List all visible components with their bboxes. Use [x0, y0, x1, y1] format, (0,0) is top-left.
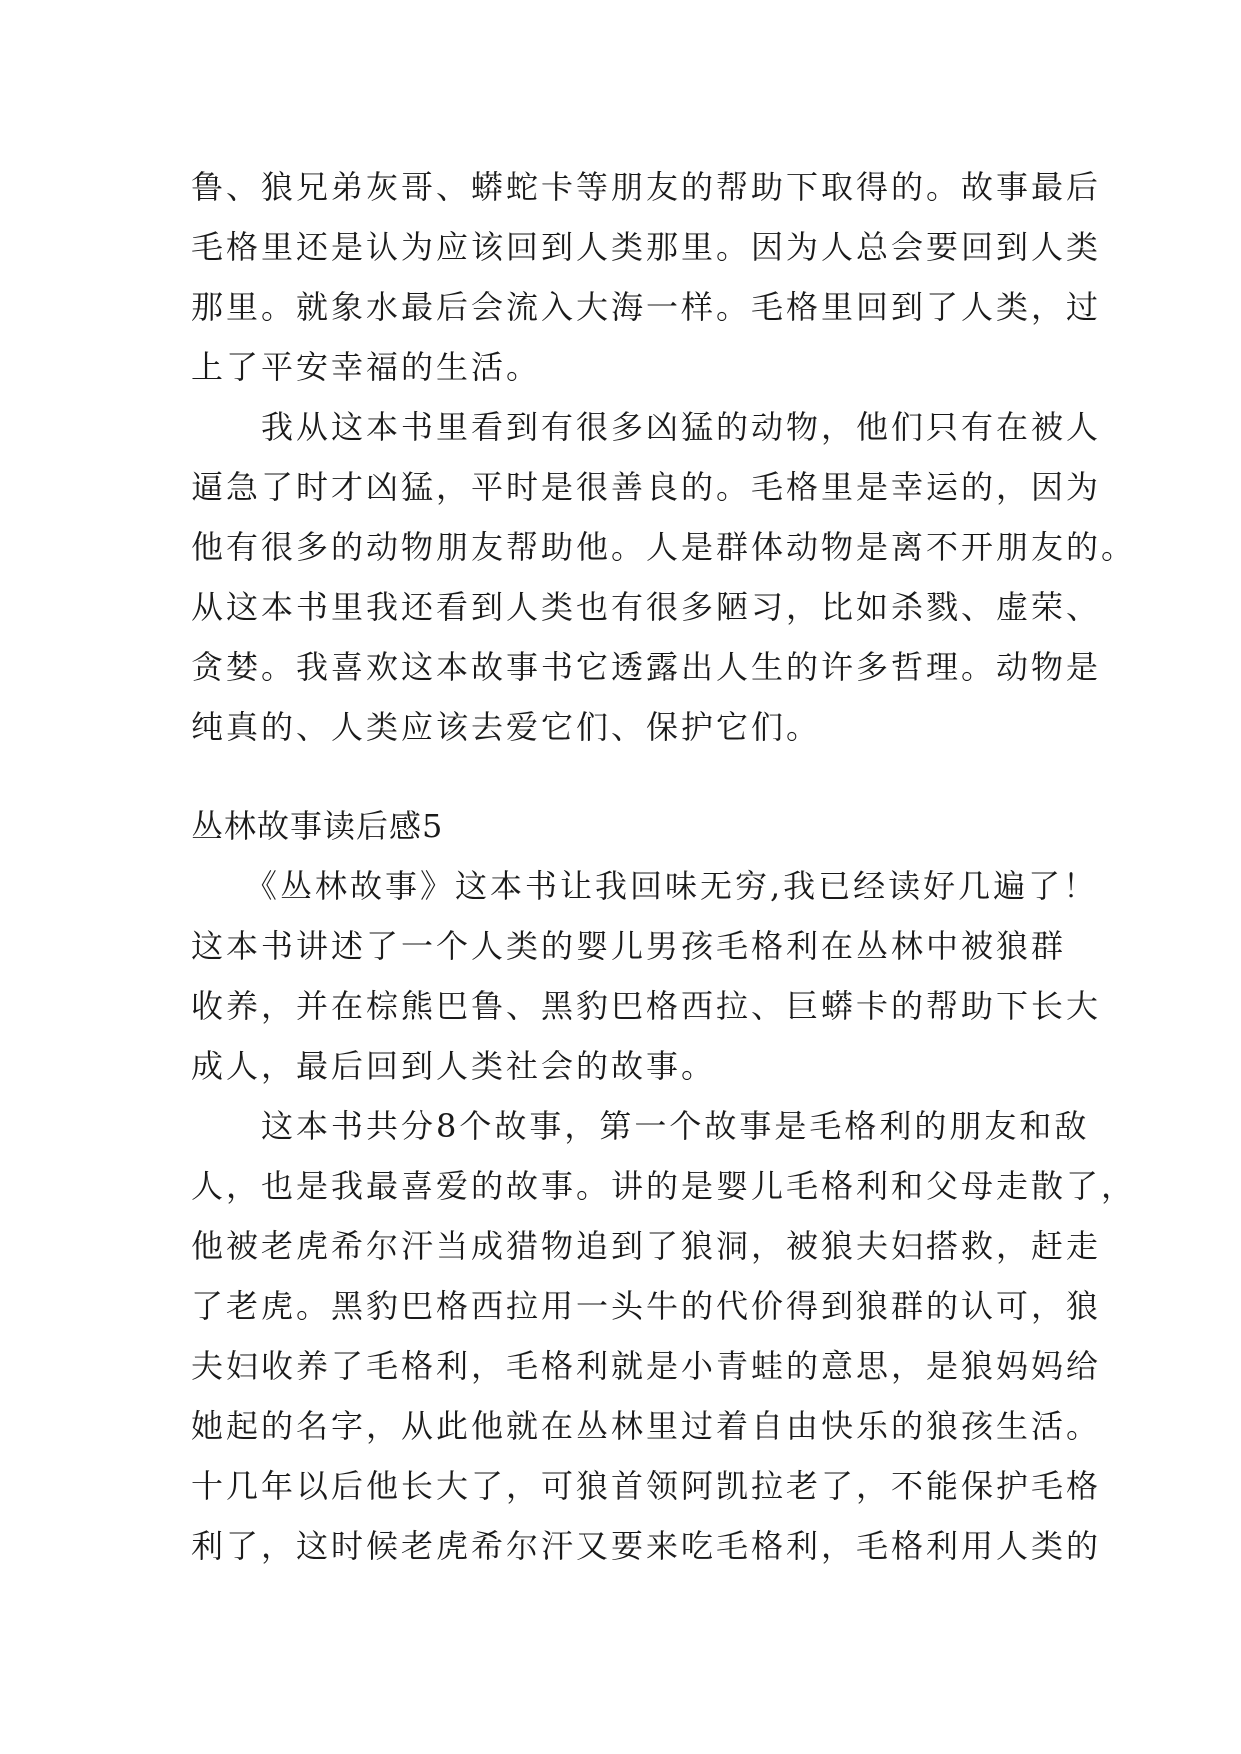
paragraph-line: 上了平安幸福的生活。: [191, 348, 542, 386]
paragraph-line: 她起的名字，从此他就在丛林里过着自由快乐的狼孩生活。: [191, 1407, 1102, 1445]
section-heading: 丛林故事读后感5: [191, 807, 444, 845]
paragraph-line: 成人，最后回到人类社会的故事。: [191, 1047, 717, 1085]
paragraph-line: 收养，并在棕熊巴鲁、黑豹巴格西拉、巨蟒卡的帮助下长大: [191, 987, 1102, 1025]
paragraph-line: 那里。就象水最后会流入大海一样。毛格里回到了人类，过: [191, 288, 1102, 326]
paragraph-line: 夫妇收养了毛格利，毛格利就是小青蛙的意思，是狼妈妈给: [191, 1347, 1102, 1385]
paragraph-line: 了老虎。黑豹巴格西拉用一头牛的代价得到狼群的认可，狼: [191, 1287, 1102, 1325]
paragraph-line: 纯真的、人类应该去爱它们、保护它们。: [191, 708, 822, 746]
paragraph-line: 利了，这时候老虎希尔汗又要来吃毛格利，毛格利用人类的: [191, 1527, 1102, 1565]
paragraph-line: 贪婪。我喜欢这本故事书它透露出人生的许多哲理。动物是: [191, 648, 1102, 686]
paragraph-line: 逼急了时才凶猛，平时是很善良的。毛格里是幸运的，因为: [191, 468, 1102, 506]
paragraph-line: 我从这本书里看到有很多凶猛的动物，他们只有在被人: [191, 408, 1102, 446]
paragraph-line: 鲁、狼兄弟灰哥、蟒蛇卡等朋友的帮助下取得的。故事最后: [191, 168, 1102, 206]
paragraph-line: 人，也是我最喜爱的故事。讲的是婴儿毛格利和父母走散了，: [191, 1167, 1137, 1205]
paragraph-line: 《丛林故事》这本书让我回味无穷,我已经读好几遍了！: [191, 867, 1099, 905]
paragraph-line: 这本书共分8个故事，第一个故事是毛格利的朋友和敌: [191, 1107, 1090, 1145]
paragraph-line: 他被老虎希尔汗当成猎物追到了狼洞，被狼夫妇搭救，赶走: [191, 1227, 1102, 1265]
paragraph-line: 毛格里还是认为应该回到人类那里。因为人总会要回到人类: [191, 228, 1102, 266]
paragraph-line: 他有很多的动物朋友帮助他。人是群体动物是离不开朋友的。: [191, 528, 1137, 566]
paragraph-line: 十几年以后他长大了，可狼首领阿凯拉老了，不能保护毛格: [191, 1467, 1102, 1505]
paragraph-line: 这本书讲述了一个人类的婴儿男孩毛格利在丛林中被狼群: [191, 927, 1067, 965]
paragraph-line: 从这本书里我还看到人类也有很多陋习，比如杀戮、虚荣、: [191, 588, 1102, 626]
